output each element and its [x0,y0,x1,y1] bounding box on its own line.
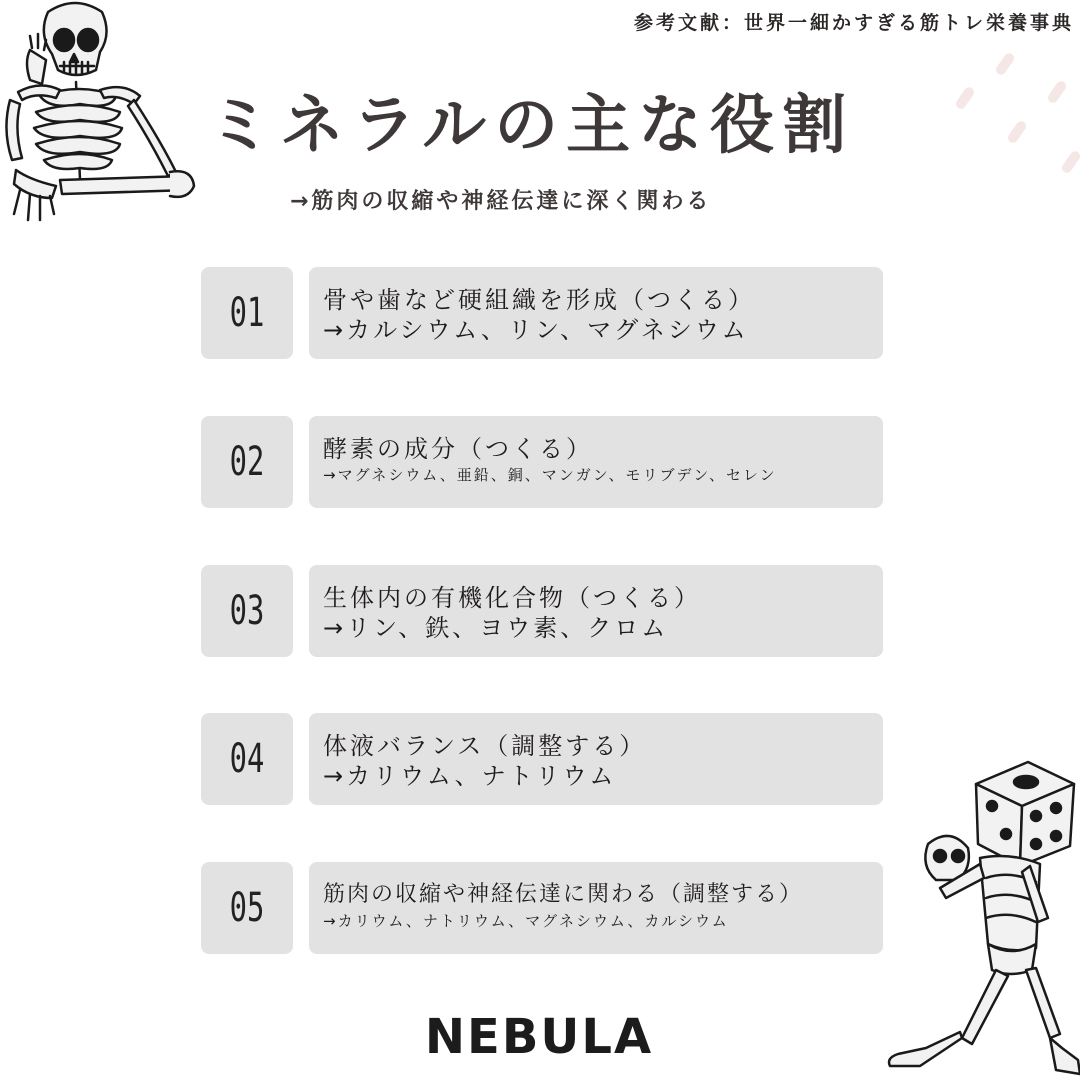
skeleton-leaning-icon [0,0,200,225]
item-detail: →マグネシウム、亜鉛、銅、マンガン、モリブデン、セレン [323,466,777,484]
decorative-dash [1060,149,1080,174]
item-content-box [309,713,883,805]
list-item [201,713,883,805]
item-heading: 体液バランス（調整する） [323,732,647,760]
page-title: ミネラルの主な役割 [208,89,855,163]
item-number-box [201,713,293,805]
item-content-box [309,862,883,954]
item-detail: →リン、鉄、ヨウ素、クロム [323,614,669,642]
item-number-box [201,416,293,508]
item-number: 01 [229,290,265,336]
item-content-box [309,416,883,508]
item-number: 04 [229,736,265,782]
item-detail: →カリウム、ナトリウム [323,762,617,790]
item-number: 05 [229,885,265,931]
decorative-dash [954,85,976,110]
decorative-dash [1006,119,1028,144]
list-item [201,565,883,657]
nebula-logo: NEBULA [424,1009,654,1065]
item-content-box [309,565,883,657]
item-heading: 酵素の成分（つくる） [323,435,593,463]
item-heading: 生体内の有機化合物（つくる） [323,584,701,612]
item-detail: →カルシウム、リン、マグネシウム [323,316,749,344]
skeleton-carrying-dice-icon [880,748,1080,1080]
item-detail: →カリウム、ナトリウム、マグネシウム、カルシウム [323,912,729,930]
item-number: 02 [229,439,265,485]
decorative-dash [994,51,1016,76]
item-number-box [201,862,293,954]
item-content-box [309,267,883,359]
item-number-box [201,267,293,359]
decorative-dash [1046,79,1068,104]
reference-text: 参考文献：世界一細かすぎる筋トレ栄養事典 [633,12,1074,34]
item-heading: 筋肉の収縮や神経伝達に関わる（調整する） [323,882,804,907]
item-heading: 骨や歯など硬組織を形成（つくる） [323,286,755,314]
list-item [201,267,883,359]
item-number-box [201,565,293,657]
list-item [201,416,883,508]
page-subtitle: →筋肉の収縮や神経伝達に深く関わる [290,189,712,214]
item-number: 03 [229,588,265,634]
list-item [201,862,883,954]
